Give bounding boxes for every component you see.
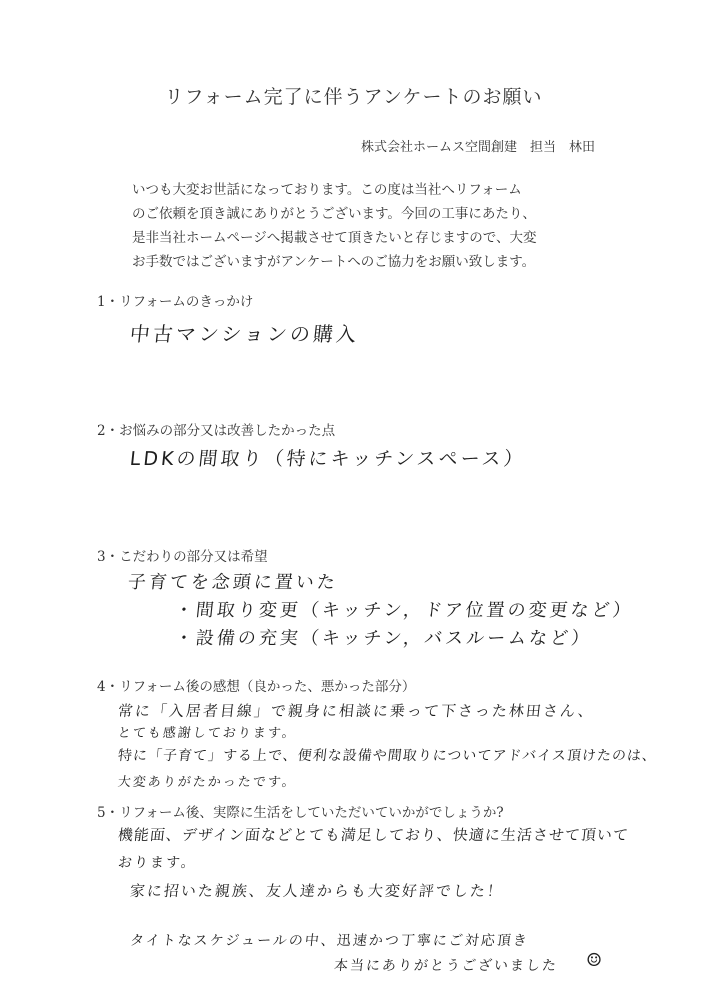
handwritten-answer: 常に「入居者目線」で親身に相談に乗って下さった林田さん、 [117,702,596,720]
handwritten-answer: おります。 [117,855,198,871]
handwritten-answer: 中古マンションの購入 [128,322,361,346]
question-4-label: 4・リフォーム後の感想（良かった、悪かった部分） [97,679,416,695]
signature-line: 株式会社ホームス空間創建 担当 林田 [360,140,595,155]
handwritten-answer: とても感謝しております。 [117,726,298,741]
handwritten-answer: 本当にありがとうございました [333,958,559,974]
page-title: リフォーム完了に伴うアンケートのお願い [164,86,543,108]
intro-line: お手数ではございますがアンケートへのご協力をお願い致します。 [132,254,536,270]
question-3-label: 3・こだわりの部分又は希望 [97,549,268,565]
handwritten-answer: ・設備の充実（キッチン，バスルームなど） [173,628,594,649]
handwritten-answer: 家に招いた親族、友人達からも大変好評でした！ [129,882,505,900]
smiley-icon: ☺ [586,950,603,971]
handwritten-answer: タイトなスケジュールの中、迅速かつ丁寧にご対応頂き [129,933,530,949]
handwritten-answer: 大変ありがたかったです。 [117,775,298,790]
handwritten-answer: LDKの間取り（特にキッチンスペース） [128,448,527,470]
intro-paragraph [132,178,572,274]
handwritten-answer: 機能面、デザイン面などとても満足しており、快適に生活させて頂いて [117,826,630,844]
intro-line: 是非当社ホームページへ掲載させて頂きたいと存じますので、大変 [132,230,537,246]
handwritten-answer: 特に「子育て」する上で、便利な設備や間取りについてアドバイス頂けたのは、 [117,748,658,764]
intro-line: いつも大変お世話になっております。この度は当社へリフォーム [132,182,522,198]
intro-line: のご依頼を頂き誠にありがとうございます。今回の工事にあたり、 [132,206,536,222]
handwritten-answer: ・間取り変更（キッチン，ドア位置の変更など） [173,600,635,621]
question-2-label: 2・お悩みの部分又は改善したかった点 [97,423,336,439]
question-1-label: 1・リフォームのきっかけ [97,294,254,310]
question-5-label: 5・リフォーム後、実際に生活をしていただいていかがでしょうか? [97,805,504,821]
handwritten-answer: 子育てを念頭に置いた [126,572,339,593]
